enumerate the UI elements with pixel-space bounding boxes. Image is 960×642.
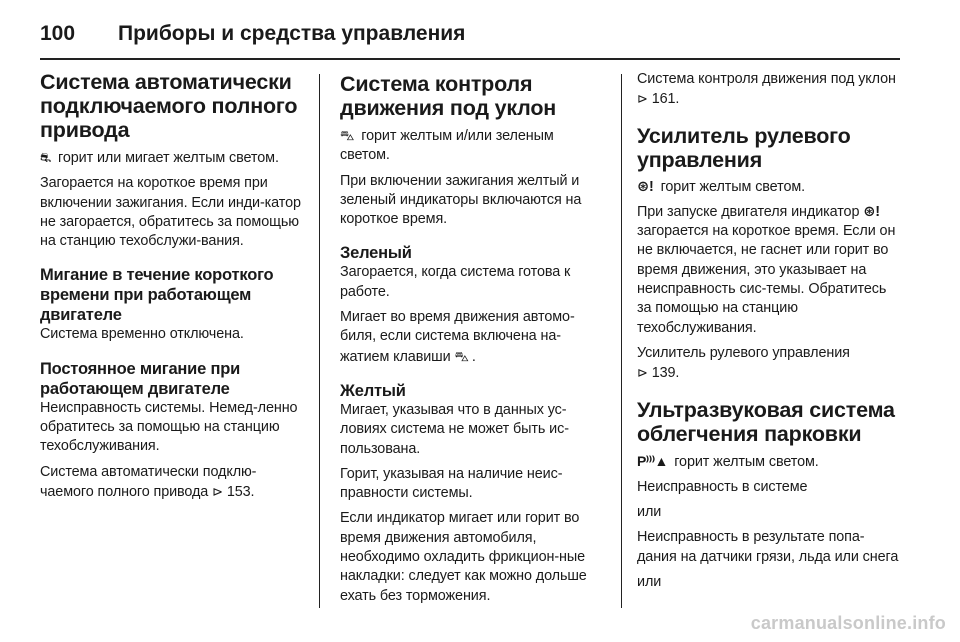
column-divider-1 [319, 74, 320, 608]
watermark-logo: carmanualsonline.info [750, 613, 946, 633]
steering-reference-page[interactable]: 139. [651, 365, 680, 382]
hill-reference [637, 70, 901, 110]
awd-reference-page[interactable]: 153. [226, 483, 255, 500]
hill-green-text-2: Мигает во время движения автомо-биля, если система включена на-жатием клавиши ⛍ . [340, 309, 575, 365]
page-ref-icon: ⊳ [637, 91, 648, 107]
column-divider-2 [621, 74, 622, 608]
awd-intro-text: горит или мигает желтым светом. [58, 150, 279, 166]
parking-intro-text: горит желтым светом. [674, 453, 819, 470]
hill-green-text-2-body: Мигает во время движения автомо-биля, если система включена на-жатием клавиши [340, 309, 575, 365]
awd-reference [40, 463, 304, 503]
awd-sub-constant-flash-text: Неисправность системы. Немед-ленно обратитесь за помощью на станцию техобслуживания. [40, 399, 298, 455]
hill-intro-text: горит желтым и/или зеленым светом. [340, 128, 554, 164]
parking-fault-2: Неисправность в результате попа-дания на датчики грязи, льда или снега [637, 529, 899, 565]
awd-paragraph: Загорается на короткое время при включении зажигания. Если инди-катор не загорается, обратитесь за помощью на станцию техобслужи-вания. [40, 175, 301, 250]
power-steering-inline-icon: ⊛! [863, 203, 880, 220]
hill-intro [340, 126, 604, 166]
awd-intro [40, 148, 304, 168]
hill-green-text: Загорается, когда система готова к работе. [340, 264, 571, 300]
page-header [40, 14, 465, 54]
steering-intro-text: горит желтым светом. [660, 178, 806, 195]
hill-sub-green: Зеленый [340, 244, 412, 263]
column-steering-parking [637, 70, 901, 598]
steering-reference [637, 344, 901, 384]
steering-paragraph-a: При запуске двигателя индикатор [637, 203, 860, 220]
steering-paragraph [637, 203, 901, 338]
parking-intro [637, 452, 901, 472]
hill-yellow-text-3: Если индикатор мигает или горит во время движения автомобиля, необходимо охладить фрикцион-ные накладки: следует как можно дольше ехать без торможения. [340, 510, 587, 604]
awd-sub-short-flash: Мигание в течение короткого времени при работающем двигателе [40, 266, 274, 325]
page-number: 100 [40, 22, 76, 45]
hill-descent-icon: ⛍ [340, 127, 355, 143]
column-hill-descent [340, 70, 604, 612]
page-ref-icon: ⊳ [212, 483, 223, 499]
power-steering-icon: ⊛! [637, 178, 654, 195]
awd-sub-constant-flash: Постоянное мигание при работающем двигателе [40, 359, 241, 398]
hill-reference-text: Система контроля движения под уклон [637, 71, 896, 87]
steering-heading: Усилитель рулевого управления [637, 123, 851, 172]
hill-heading: Система контроля движения под уклон [340, 72, 557, 120]
hill-paragraph: При включении зажигания желтый и зеленый индикаторы включаются на короткое время. [340, 172, 582, 228]
header-divider [40, 58, 900, 60]
steering-reference-text: Усилитель рулевого управления [637, 344, 850, 361]
hill-reference-page[interactable]: 161. [651, 91, 680, 108]
steering-paragraph-b: загорается на короткое время. Если он не включается, не гаснет или горит во время движения, это указывает на неисправность сис-темы. Обратитесь за помощью на станцию техобслуживания. [637, 223, 896, 336]
hill-descent-button-icon: ⛍ [454, 347, 469, 364]
hill-yellow-text: Мигает, указывая что в данных ус-ловиях система не может быть ис-пользована. [340, 401, 569, 457]
steering-intro [637, 178, 901, 197]
parking-fault-1: Неисправность в системе [637, 478, 808, 495]
awd-sub-short-flash-text: Система временно отключена. [40, 326, 244, 343]
parking-or-1: или [637, 504, 662, 521]
parking-assist-icon: P⁾⁾⁾▲ [637, 452, 668, 469]
awd-reference-text: Система автоматически подклю-чаемого полного привода [40, 463, 257, 500]
hill-sub-yellow: Желтый [340, 381, 406, 400]
hill-yellow-text-2: Горит, указывая на наличие неис-правности системы. [340, 465, 563, 502]
awd-heading: Система автоматически подключаемого полного привода [40, 70, 298, 142]
page-title: Приборы и средства управления [118, 22, 466, 45]
column-awd [40, 70, 304, 508]
parking-heading: Ультразвуковая система облегчения парковки [637, 397, 895, 446]
parking-or-2: или [637, 574, 662, 591]
awd-indicator-icon: ⛐ [40, 150, 52, 165]
page-ref-icon: ⊳ [637, 365, 648, 381]
